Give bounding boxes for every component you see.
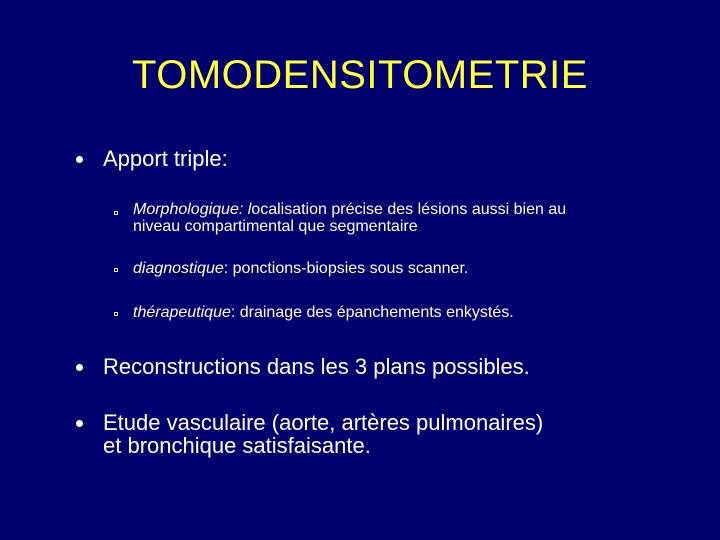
- bullet-reconstructions: Reconstructions dans les 3 plans possibles.: [103, 354, 530, 379]
- bullet-line: Etude vasculaire (aorte, artères pulmonaires): [103, 410, 544, 435]
- bullet-icon: [76, 156, 83, 163]
- bullet-icon: [76, 420, 83, 427]
- subitem-text: : drainage des épanchements enkystés.: [230, 304, 514, 321]
- sub-bullet-icon: [114, 211, 118, 215]
- sub-bullet-icon: [114, 312, 118, 316]
- sub-bullet-icon: [114, 268, 118, 272]
- bullet-etude-vasculaire: [103, 411, 703, 457]
- subitem-text: ocalisation précise des lésions aussi bien au niveau compartimental que segmentaire: [133, 201, 567, 235]
- subitem-morphologique: [133, 201, 613, 235]
- subitem-label: thérapeutique: [133, 304, 231, 321]
- subitem-text: : ponctions-biopsies sous scanner.: [223, 260, 469, 277]
- subitem-label: diagnostique: [133, 260, 224, 277]
- subitem-therapeutique: [133, 305, 613, 321]
- bullet-icon: [76, 364, 83, 371]
- subitem-label: Morphologique: l: [133, 201, 252, 218]
- subitem-diagnostique: [133, 261, 613, 277]
- bullet-apport-triple: Apport triple:: [103, 146, 228, 171]
- slide-title: TOMODENSITOMETRIE: [132, 53, 588, 97]
- bullet-line: et bronchique satisfaisante.: [103, 433, 371, 458]
